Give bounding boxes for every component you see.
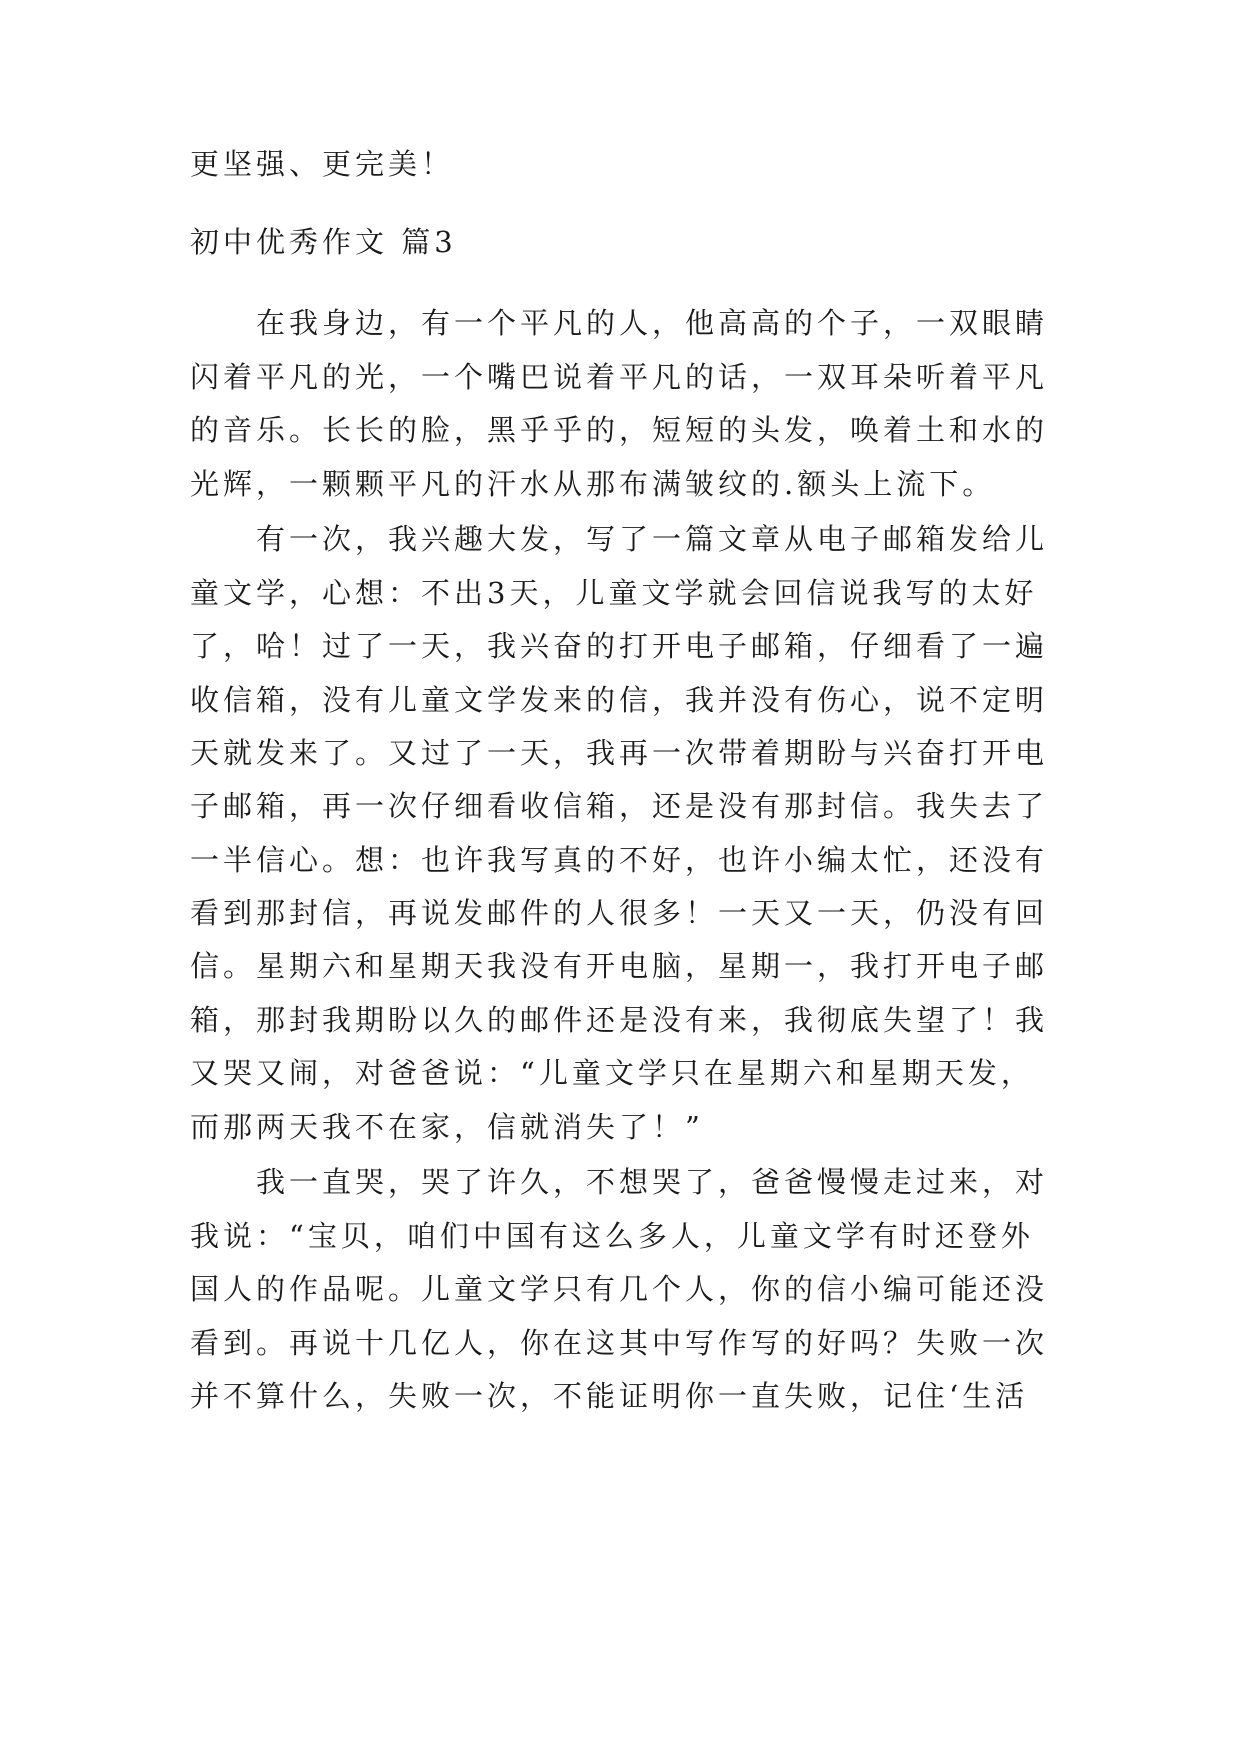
paragraph-2 xyxy=(190,513,1070,1154)
paragraph-line: 子邮箱，再一次仔细看收信箱，还是没有那封信。我失去了 xyxy=(190,789,1049,824)
paragraph-line: 而那两天我不在家，信就消失了！” xyxy=(190,1109,704,1144)
paragraph-line: 信。星期六和星期天我没有开电脑，星期一，我打开电子邮 xyxy=(190,949,1049,984)
paragraph-line: 我说：“宝贝，咱们中国有这么多人，儿童文学有时还登外 xyxy=(190,1218,1034,1253)
paragraph-line: 国人的作品呢。儿童文学只有几个人，你的信小编可能还没 xyxy=(190,1272,1049,1307)
paragraph-line: 在我身边，有一个平凡的人，他高高的个子，一双眼睛 xyxy=(256,306,1049,341)
paragraph-line: 看到。再说十几亿人，你在这其中写作写的好吗？失败一次 xyxy=(190,1325,1049,1360)
paragraph-line: 的音乐。长长的脸，黑乎乎的，短短的头发，唤着土和水的 xyxy=(190,413,1049,448)
paragraph-3 xyxy=(190,1156,1070,1423)
paragraph-1 xyxy=(190,297,1070,511)
paragraph-line: 我一直哭，哭了许久，不想哭了，爸爸慢慢走过来，对 xyxy=(256,1165,1049,1200)
paragraph-line: 了，哈！过了一天，我兴奋的打开电子邮箱，仔细看了一遍 xyxy=(190,629,1049,664)
paragraph-line: 天就发来了。又过了一天，我再一次带着期盼与兴奋打开电 xyxy=(190,735,1049,770)
paragraph-line: 闪着平凡的光，一个嘴巴说着平凡的话，一双耳朵听着平凡 xyxy=(190,359,1049,394)
paragraph-line: 箱，那封我期盼以久的邮件还是没有来，我彻底失望了！我 xyxy=(190,1002,1049,1037)
intro-line: 更坚强、更完美！ xyxy=(190,147,455,181)
paragraph-line: 有一次，我兴趣大发，写了一篇文章从电子邮箱发给儿 xyxy=(256,522,1049,557)
paragraph-line: 光辉，一颗颗平凡的汗水从那布满皱纹的.额头上流下。 xyxy=(190,466,996,501)
section-title: 初中优秀作文 篇3 xyxy=(190,225,457,260)
paragraph-line: 看到那封信，再说发邮件的人很多！一天又一天，仍没有回 xyxy=(190,896,1049,931)
paragraph-line: 童文学，心想：不出3天，儿童文学就会回信说我写的太好 xyxy=(190,575,1038,610)
paragraph-line: 收信箱，没有儿童文学发来的信，我并没有伤心，说不定明 xyxy=(190,682,1049,717)
paragraph-line: 并不算什么，失败一次，不能证明你一直失败，记住‘生活 xyxy=(190,1378,1029,1413)
document-body xyxy=(190,138,1070,1423)
paragraph-line: 一半信心。想：也许我写真的不好，也许小编太忙，还没有 xyxy=(190,842,1049,877)
paragraph-line: 又哭又闹，对爸爸说：“儿童文学只在星期六和星期天发， xyxy=(190,1056,1034,1091)
